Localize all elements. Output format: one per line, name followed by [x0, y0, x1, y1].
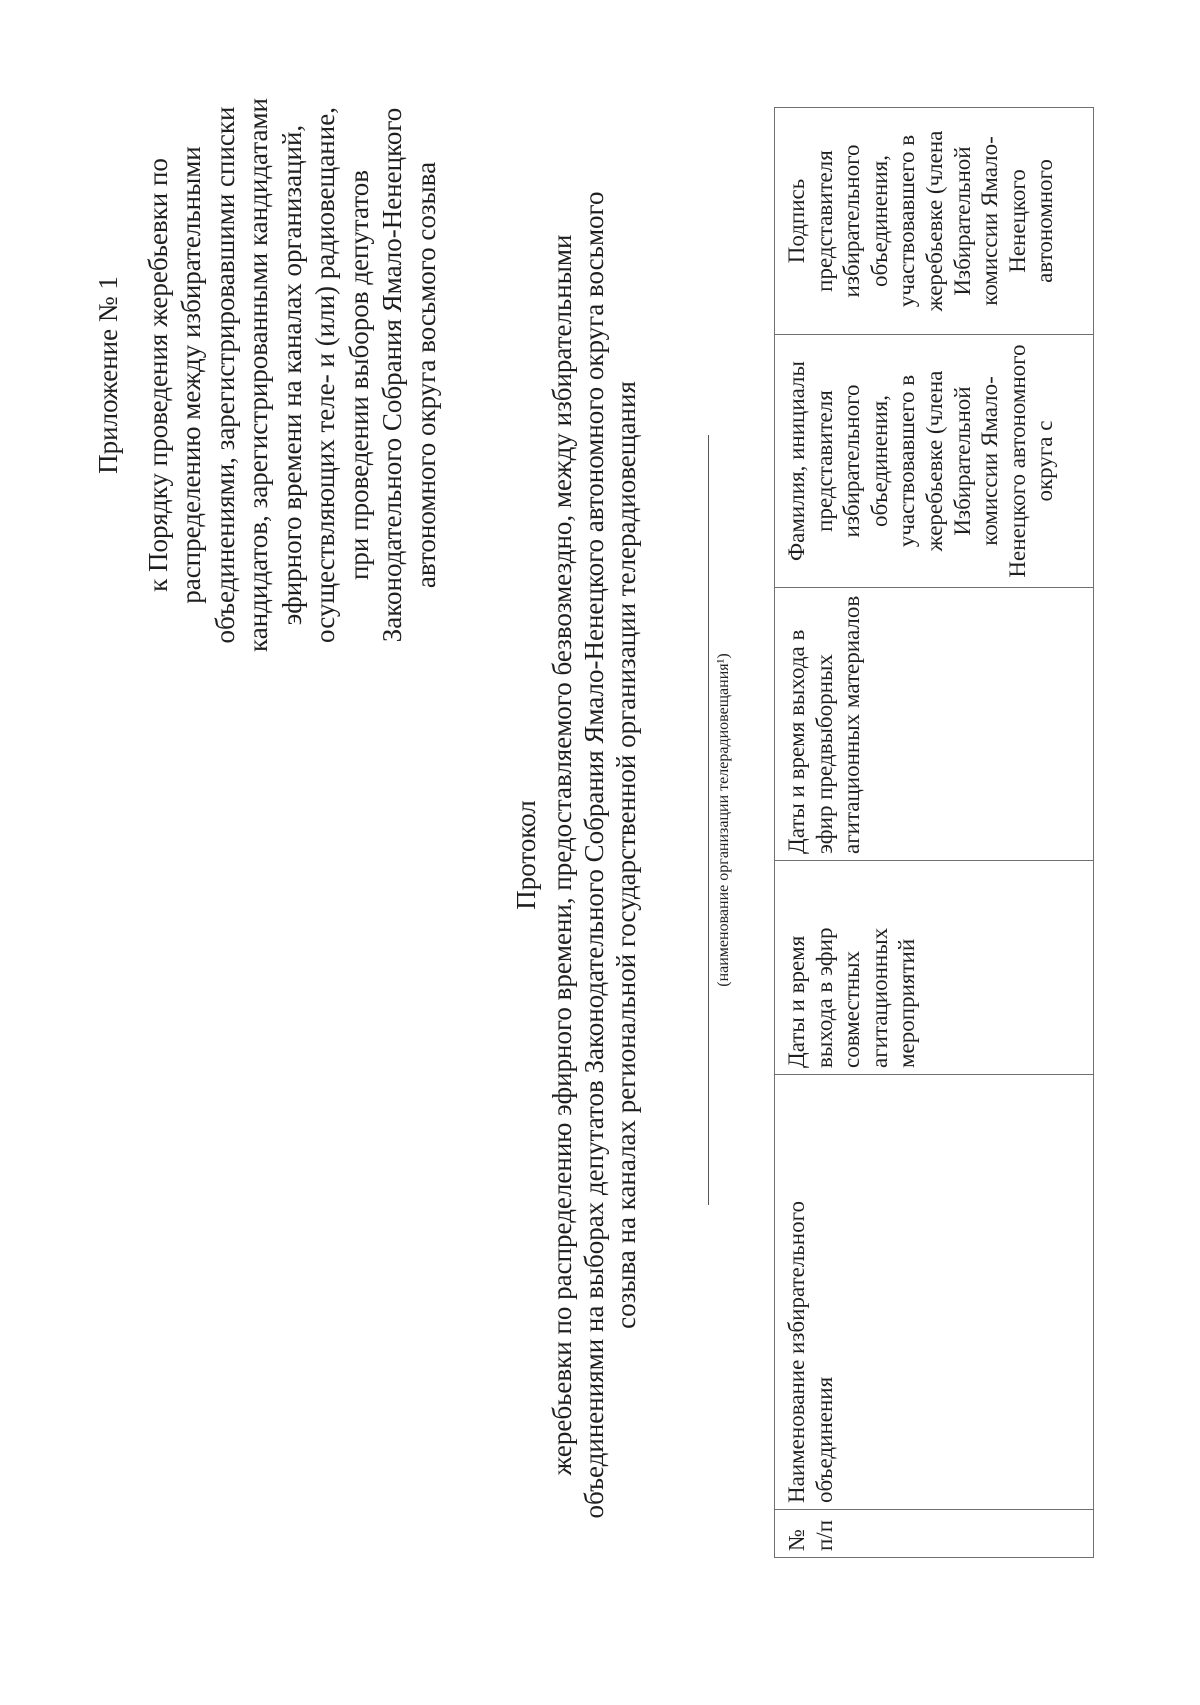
appendix-line: кандидатов, зарегистрированными кандидатами	[243, 98, 273, 652]
appendix-line: эфирного времени на каналах организаций,	[276, 124, 307, 626]
appendix-line: автономного округа восьмого созыва	[410, 161, 441, 589]
header-cell-association-name: Наименование избирательного объединения	[775, 1075, 1094, 1510]
protocol-subtitle-line: созыва на каналах региональной государственной организации телерадиовещания	[611, 381, 641, 1329]
appendix-line: при проведении выборов депутатов	[343, 169, 374, 581]
appendix-line: распределению между избирательными	[176, 146, 206, 604]
protocol-subtitle-line: жеребьевки по распределению эфирного времени, предоставляемого безвозмездно, между избирательными	[547, 234, 577, 1476]
header-cell-number: № п/п	[775, 1510, 1094, 1558]
organization-name-caption: (наименование организации телерадиовещания¹)	[715, 653, 732, 987]
draw-results-table	[774, 107, 1094, 1558]
protocol-title: Протокол	[511, 800, 541, 910]
appendix-line: к Порядку проведения жеребьевки по	[142, 158, 173, 592]
protocol-heading	[510, 125, 642, 1585]
header-cell-campaign-materials-airtime: Даты и время выхода в эфир предвыборных агитационных материалов	[775, 588, 1094, 861]
appendix-line: осуществляющих теле- и (или) радиовещание,	[310, 107, 340, 643]
organization-name-underline	[708, 435, 709, 1205]
header-cell-representative-name: Фамилия, инициалы представителя избирательного объединения, участвовавшего в жеребьевке (члена Избирательной комиссии Ямало-Ненецкого автономного округа с	[775, 335, 1094, 588]
header-cell-representative-signature: Подпись представителя избирательного объединения, участвовавшего в жеребьевке (члена Избирательной комиссии Ямало-Ненецкого автономного	[775, 108, 1094, 335]
appendix-line: объединениями, зарегистрировавшими списки	[209, 106, 240, 644]
appendix-line: Законодательного Собрания Ямало-Ненецкого	[377, 107, 407, 643]
protocol-subtitle-line: объединениями на выборах депутатов Законодательного Собрания Ямало-Ненецкого автономного округа восьмого	[579, 191, 609, 1519]
appendix-title: Приложение № 1	[93, 276, 123, 474]
header-cell-joint-events-airtime: Даты и время выхода в эфир совместных агитационных мероприятий	[775, 861, 1094, 1075]
table-header-row	[775, 108, 1094, 1558]
appendix-header	[92, 95, 443, 655]
